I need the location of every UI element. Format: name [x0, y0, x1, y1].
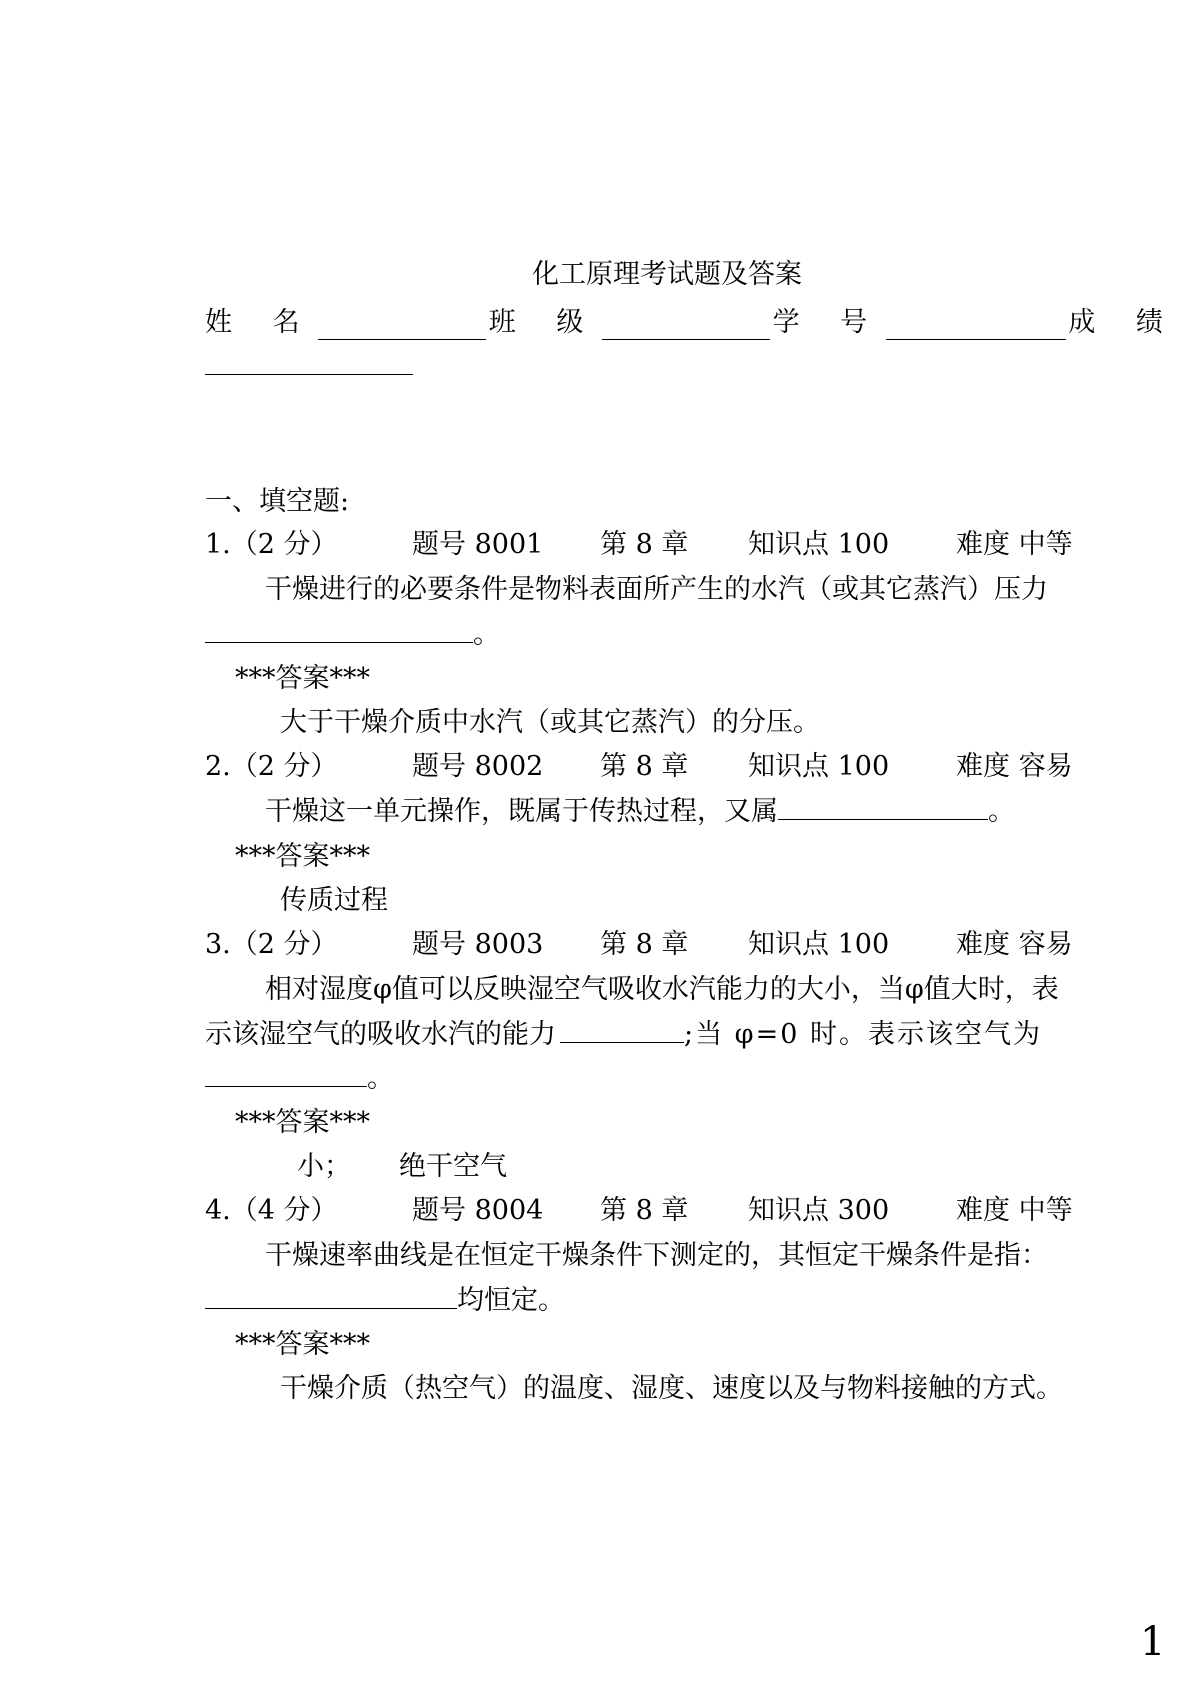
name-blank: [318, 315, 486, 340]
question-chapter: 第 8 章: [600, 1195, 689, 1226]
answer-text: 小；: [297, 1151, 351, 1182]
question-difficulty: 难度 中等: [956, 1195, 1073, 1226]
question-blank-line: [205, 1062, 394, 1096]
student-id-blank: [886, 315, 1066, 340]
question-number: 2.（2 分）: [205, 751, 338, 782]
question-id: 题号 8004: [412, 1195, 544, 1226]
punctuation: 。: [473, 619, 500, 650]
question-blank-line: [205, 1284, 565, 1318]
question-text: 均恒定。: [457, 1285, 565, 1316]
question-chapter: 第 8 章: [600, 751, 689, 782]
question-knowledge-point: 知识点 300: [748, 1195, 890, 1226]
answer-text: 大于干燥介质中水汽（或其它蒸汽）的分压。: [280, 707, 820, 738]
question-difficulty: 难度 容易: [956, 929, 1073, 960]
answer-blank: [560, 1018, 684, 1043]
answer-blank: [205, 618, 473, 643]
answer-marker: ***答案***: [235, 1107, 370, 1138]
section-title: 一、填空题:: [205, 486, 350, 517]
question-text: 示该湿空气的吸收水汽的能力: [205, 1019, 556, 1050]
student-info-row: [205, 306, 1179, 340]
score-blank: [205, 350, 413, 375]
question-knowledge-point: 知识点 100: [748, 529, 890, 560]
question-knowledge-point: 知识点 100: [748, 929, 890, 960]
page-number: 1: [1140, 1619, 1166, 1665]
answer-blank: [778, 795, 988, 820]
question-meta: [205, 750, 1073, 784]
score-blank-row: [205, 350, 413, 384]
question-id: 题号 8001: [412, 529, 544, 560]
question-text: ;当 φ=0 时。表示该空气为: [684, 1019, 1042, 1050]
question-text: 相对湿度φ值可以反映湿空气吸收水汽能力的大小，当φ值大时，表: [265, 974, 1059, 1005]
question-knowledge-point: 知识点 100: [748, 751, 890, 782]
punctuation: 。: [988, 796, 1015, 827]
question-blank-line: [205, 618, 500, 652]
question-number: 1.（2 分）: [205, 529, 338, 560]
question-number: 4.（4 分）: [205, 1195, 338, 1226]
answer-marker: ***答案***: [235, 841, 370, 872]
question-meta: [205, 528, 1073, 562]
answer-marker: ***答案***: [235, 1329, 370, 1360]
document-title: 化工原理考试题及答案: [532, 259, 802, 290]
answer-text: 干燥介质（热空气）的温度、湿度、速度以及与物料接触的方式。: [280, 1373, 1063, 1404]
answer-blank: [205, 1284, 457, 1309]
answer-marker: ***答案***: [235, 663, 370, 694]
answer-text: 传质过程: [280, 885, 388, 916]
answer-text: 绝干空气: [399, 1151, 507, 1182]
question-text: 干燥进行的必要条件是物料表面所产生的水汽（或其它蒸汽）压力: [265, 574, 1048, 605]
question-id: 题号 8002: [412, 751, 544, 782]
question-chapter: 第 8 章: [600, 529, 689, 560]
student-id-label: 学 号: [772, 307, 884, 338]
score-label: 成 绩: [1068, 307, 1179, 338]
question-chapter: 第 8 章: [600, 929, 689, 960]
question-text-row: [265, 795, 1015, 829]
class-label: 班 级: [488, 307, 600, 338]
question-text: 干燥速率曲线是在恒定干燥条件下测定的，其恒定干燥条件是指：: [265, 1240, 1048, 1271]
question-meta: [205, 1194, 1073, 1228]
question-text: 干燥这一单元操作，既属于传热过程，又属: [265, 796, 778, 827]
class-blank: [602, 315, 770, 340]
question-meta: [205, 928, 1073, 962]
question-id: 题号 8003: [412, 929, 544, 960]
question-difficulty: 难度 容易: [956, 751, 1073, 782]
question-number: 3.（2 分）: [205, 929, 338, 960]
answer-blank: [205, 1062, 367, 1087]
question-text-row: [205, 1018, 1163, 1052]
question-difficulty: 难度 中等: [956, 529, 1073, 560]
name-label: 姓 名: [205, 307, 316, 338]
punctuation: 。: [367, 1063, 394, 1094]
answer-text-row: [297, 1150, 507, 1184]
